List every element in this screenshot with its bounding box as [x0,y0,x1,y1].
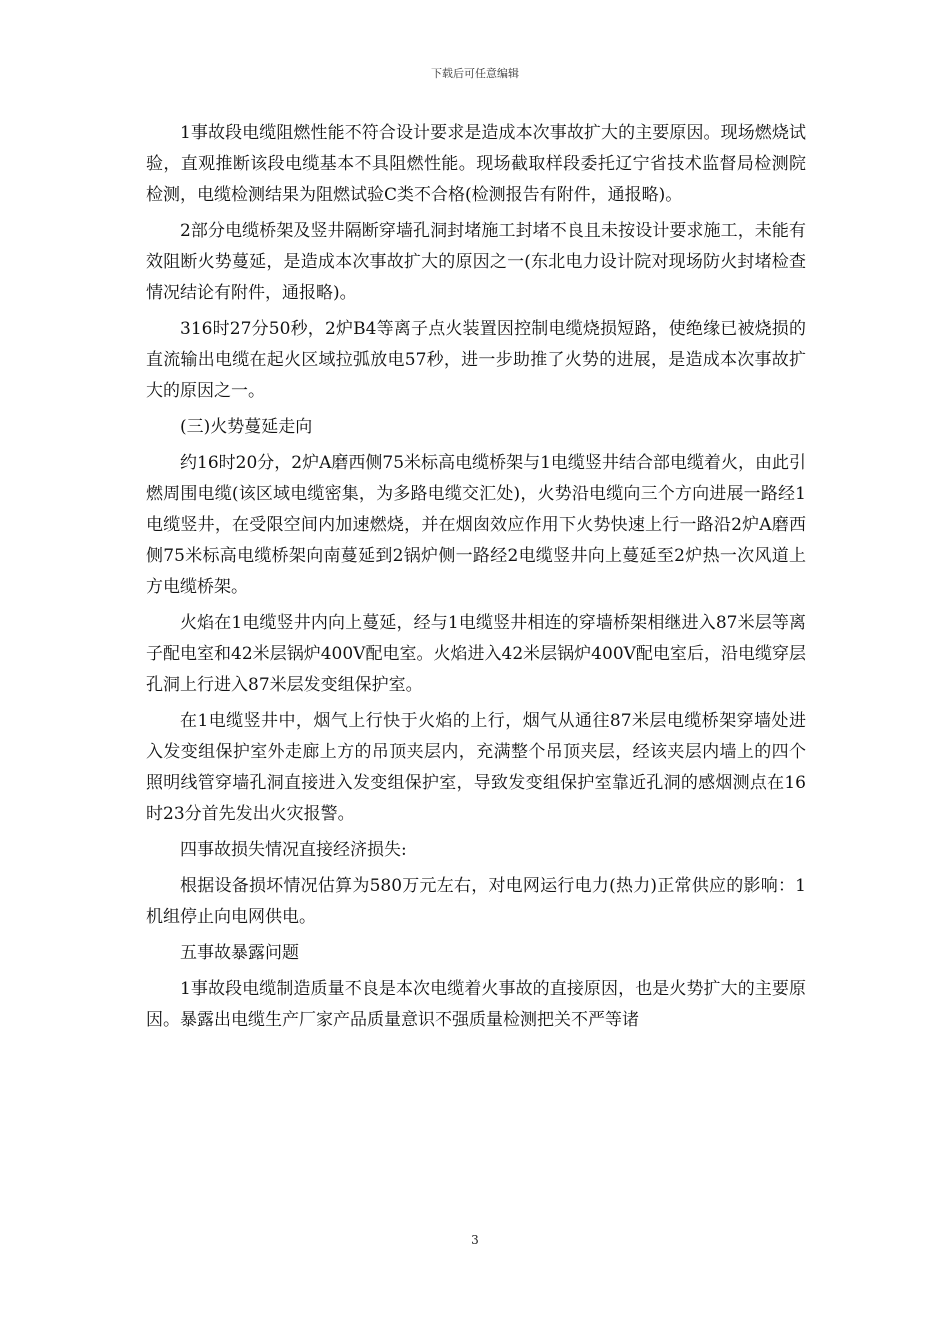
page-number: 3 [471,1233,479,1247]
paragraph-cable-flame-retardant: 1事故段电缆阻燃性能不符合设计要求是造成本次事故扩大的主要原因。现场燃烧试验，直观推断该段电缆基本不具阻燃性能。现场截取样段委托辽宁省技术监督局检测院检测，电缆检测结果为阻燃试验C类不合格(检测报告有附件，通报略)。 [146,123,806,205]
paragraph-arc-discharge: 316时27分50秒，2炉B4等离子点火装置因控制电缆烧损短路，使绝缘已被烧损的直流输出电缆在起火区域拉弧放电57秒，进一步助推了火势的进展，是造成本次事故扩大的原因之一。 [146,319,806,401]
document-body [146,118,806,1041]
section-heading-exposed-problems: 五事故暴露问题 [180,943,299,963]
paragraph-fire-sealing: 2部分电缆桥架及竖井隔断穿墙孔洞封堵施工封堵不良且未按设计要求施工，未能有效阻断火势蔓延，是造成本次事故扩大的原因之一(东北电力设计院对现场防火封堵检查情况结论有附件，通报略)。 [146,221,806,303]
paragraph-loss-estimate: 根据设备损坏情况估算为580万元左右，对电网运行电力(热力)正常供应的影响：1机组停止向电网供电。 [146,876,806,927]
section-heading-losses: 四事故损失情况直接经济损失: [180,840,407,860]
section-heading-fire-spread: (三)火势蔓延走向 [180,417,313,437]
paragraph-fire-origin: 约16时20分，2炉A磨西侧75米标高电缆桥架与1电缆竖井结合部电缆着火，由此引燃周围电缆(该区域电缆密集，为多路电缆交汇处)，火势沿电缆向三个方向进展一路经1电缆竖井，在受限空间内加速燃烧，并在烟囱效应作用下火势快速上行一路沿2炉A磨西侧75米标高电缆桥架向南蔓延到2锅炉侧一路经2电缆竖井向上蔓延至2炉热一次风道上方电缆桥架。 [146,453,806,597]
paragraph-flame-path: 火焰在1电缆竖井内向上蔓延，经与1电缆竖井相连的穿墙桥架相继进入87米层等离子配电室和42米层锅炉400V配电室。火焰进入42米层锅炉400V配电室后，沿电缆穿层孔洞上行进入87米层发变组保护室。 [146,613,806,695]
paragraph-smoke-path: 在1电缆竖井中，烟气上行快于火焰的上行，烟气从通往87米层电缆桥架穿墙处进入发变组保护室外走廊上方的吊顶夹层内，充满整个吊顶夹层，经该夹层内墙上的四个照明线管穿墙孔洞直接进入发变组保护室，导致发变组保护室靠近孔洞的感烟测点在16时23分首先发出火灾报警。 [146,711,806,824]
paragraph-manufacturing-quality: 1事故段电缆制造质量不良是本次电缆着火事故的直接原因，也是火势扩大的主要原因。暴露出电缆生产厂家产品质量意识不强质量检测把关不严等诸 [146,979,806,1030]
page-header: 下载后可任意编辑 [431,67,519,80]
